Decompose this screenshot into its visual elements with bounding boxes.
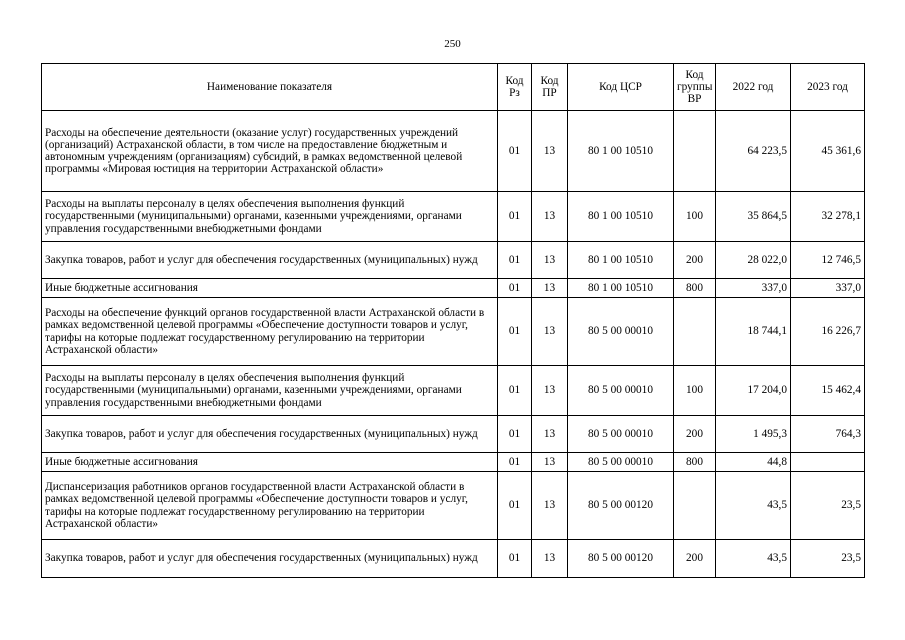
header-vr: Код группы ВР <box>674 64 716 111</box>
cell-2022: 18 744,1 <box>716 298 791 366</box>
cell-2022: 35 864,5 <box>716 192 791 242</box>
cell-pr: 13 <box>532 453 568 472</box>
cell-rz: 01 <box>498 242 532 279</box>
header-2022: 2022 год <box>716 64 791 111</box>
table-row <box>42 192 865 242</box>
budget-table <box>41 63 865 578</box>
header-2023: 2023 год <box>791 64 865 111</box>
cell-2023: 12 746,5 <box>791 242 865 279</box>
cell-csr: 80 5 00 00120 <box>568 540 674 578</box>
cell-2022: 44,8 <box>716 453 791 472</box>
cell-rz: 01 <box>498 111 532 192</box>
cell-2022: 337,0 <box>716 279 791 298</box>
cell-2023: 32 278,1 <box>791 192 865 242</box>
cell-name: Закупка товаров, работ и услуг для обеспечения государственных (муниципальных) нужд <box>42 540 498 578</box>
cell-rz: 01 <box>498 298 532 366</box>
cell-rz: 01 <box>498 453 532 472</box>
cell-rz: 01 <box>498 472 532 540</box>
cell-csr: 80 5 00 00010 <box>568 366 674 416</box>
header-csr: Код ЦСР <box>568 64 674 111</box>
table-row <box>42 416 865 453</box>
table-row <box>42 298 865 366</box>
cell-csr: 80 5 00 00010 <box>568 416 674 453</box>
cell-2023 <box>791 453 865 472</box>
cell-2023: 337,0 <box>791 279 865 298</box>
cell-vr: 100 <box>674 366 716 416</box>
cell-vr: 200 <box>674 242 716 279</box>
cell-csr: 80 1 00 10510 <box>568 242 674 279</box>
cell-csr: 80 1 00 10510 <box>568 111 674 192</box>
header-rz: Код Рз <box>498 64 532 111</box>
header-row <box>42 64 865 111</box>
cell-2023: 23,5 <box>791 472 865 540</box>
cell-2023: 23,5 <box>791 540 865 578</box>
cell-pr: 13 <box>532 279 568 298</box>
cell-name: Диспансеризация работников органов государственной власти Астраханской области в рамках ведомственной целевой программы «Обеспечение доступности товаров и услуг, тарифы на которые подлежат государственному регулированию на территории Астраханской области» <box>42 472 498 540</box>
table-row <box>42 366 865 416</box>
header-name: Наименование показателя <box>42 64 498 111</box>
cell-2023: 764,3 <box>791 416 865 453</box>
cell-vr: 200 <box>674 540 716 578</box>
cell-csr: 80 5 00 00120 <box>568 472 674 540</box>
cell-vr: 800 <box>674 453 716 472</box>
table-row <box>42 453 865 472</box>
cell-vr: 100 <box>674 192 716 242</box>
cell-pr: 13 <box>532 242 568 279</box>
cell-2022: 17 204,0 <box>716 366 791 416</box>
cell-csr: 80 1 00 10510 <box>568 279 674 298</box>
cell-vr <box>674 472 716 540</box>
cell-2022: 1 495,3 <box>716 416 791 453</box>
cell-csr: 80 5 00 00010 <box>568 453 674 472</box>
cell-vr <box>674 111 716 192</box>
cell-name: Расходы на обеспечение деятельности (оказание услуг) государственных учреждений (организаций) Астраханской области, в том числе на предоставление бюджетным и автономным учреждениям (организациям) субсидий, в рамках ведомственной целевой программы «Мировая юстиция на территории Астраханской области» <box>42 111 498 192</box>
cell-2022: 64 223,5 <box>716 111 791 192</box>
cell-pr: 13 <box>532 366 568 416</box>
cell-vr: 200 <box>674 416 716 453</box>
cell-csr: 80 5 00 00010 <box>568 298 674 366</box>
page-number: 250 <box>444 38 461 50</box>
cell-vr <box>674 298 716 366</box>
table-row <box>42 111 865 192</box>
cell-2023: 45 361,6 <box>791 111 865 192</box>
cell-2023: 15 462,4 <box>791 366 865 416</box>
cell-name: Расходы на выплаты персоналу в целях обеспечения выполнения функций государственными (муниципальными) органами, казенными учреждениями, органами управления государственными внебюджетными фондами <box>42 192 498 242</box>
cell-rz: 01 <box>498 192 532 242</box>
header-pr: Код ПР <box>532 64 568 111</box>
table-row <box>42 279 865 298</box>
cell-rz: 01 <box>498 416 532 453</box>
cell-pr: 13 <box>532 192 568 242</box>
cell-pr: 13 <box>532 111 568 192</box>
table-row <box>42 242 865 279</box>
cell-2022: 43,5 <box>716 540 791 578</box>
cell-csr: 80 1 00 10510 <box>568 192 674 242</box>
table-row <box>42 540 865 578</box>
table-row <box>42 472 865 540</box>
cell-rz: 01 <box>498 279 532 298</box>
cell-name: Расходы на обеспечение функций органов государственной власти Астраханской области в рамках ведомственной целевой программы «Обеспечение доступности товаров и услуг, тарифы на которые подлежат государственному регулированию на территории Астраханской области» <box>42 298 498 366</box>
table-body <box>42 111 865 578</box>
cell-2023: 16 226,7 <box>791 298 865 366</box>
cell-2022: 28 022,0 <box>716 242 791 279</box>
cell-name: Иные бюджетные ассигнования <box>42 453 498 472</box>
cell-pr: 13 <box>532 416 568 453</box>
cell-name: Закупка товаров, работ и услуг для обеспечения государственных (муниципальных) нужд <box>42 242 498 279</box>
cell-pr: 13 <box>532 472 568 540</box>
cell-name: Расходы на выплаты персоналу в целях обеспечения выполнения функций государственными (муниципальными) органами, казенными учреждениями, органами управления государственными внебюджетными фондами <box>42 366 498 416</box>
cell-rz: 01 <box>498 540 532 578</box>
cell-2022: 43,5 <box>716 472 791 540</box>
cell-name: Иные бюджетные ассигнования <box>42 279 498 298</box>
cell-pr: 13 <box>532 540 568 578</box>
cell-rz: 01 <box>498 366 532 416</box>
cell-name: Закупка товаров, работ и услуг для обеспечения государственных (муниципальных) нужд <box>42 416 498 453</box>
cell-pr: 13 <box>532 298 568 366</box>
cell-vr: 800 <box>674 279 716 298</box>
